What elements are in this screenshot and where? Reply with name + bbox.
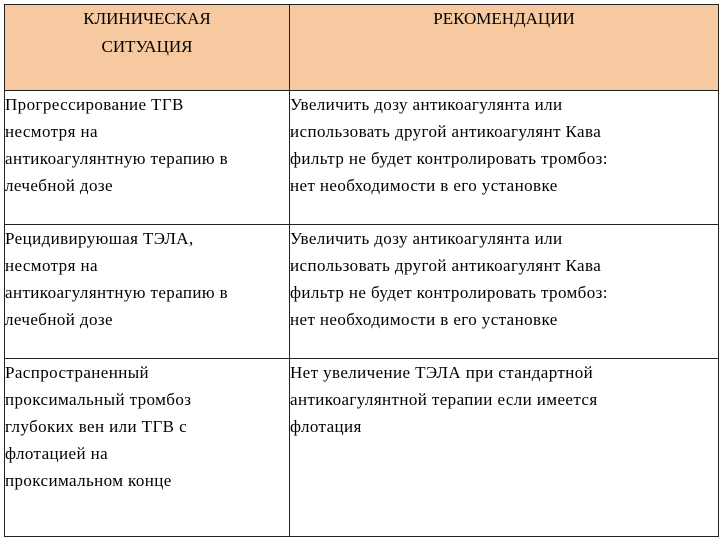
- cell-line: лечебной дозе: [5, 310, 113, 329]
- cell-line: несмотря на: [5, 256, 98, 275]
- cell-line: лечебной дозе: [5, 176, 113, 195]
- situation-cell: [5, 91, 290, 225]
- cell-line: Рецидивируюшая ТЭЛА,: [5, 229, 194, 248]
- table-row: [5, 359, 719, 537]
- cell-line: Нет увеличение ТЭЛА при стандартной: [290, 363, 594, 382]
- cell-line: несмотря на: [5, 122, 98, 141]
- cell-line: проксимальный тромбоз: [5, 390, 192, 409]
- cell-line: Увеличить дозу антикоагулянта или: [290, 229, 563, 248]
- cell-line: использовать другой антикоагулянт Кава: [290, 122, 602, 141]
- cell-line: Увеличить дозу антикоагулянта или: [290, 95, 563, 114]
- cell-line: Распространенный: [5, 363, 150, 382]
- recommendation-cell: [290, 225, 719, 359]
- header-clinical-situation-line: КЛИНИЧЕСКАЯ: [83, 9, 211, 28]
- cell-line: нет необходимости в его установке: [290, 310, 558, 329]
- header-recommendations-line: РЕКОМЕНДАЦИИ: [433, 9, 575, 28]
- recommendations-table: [4, 4, 719, 537]
- header-clinical-situation-line: СИТУАЦИЯ: [101, 37, 193, 56]
- cell-line: антикоагулянтной терапии если имеется: [290, 390, 598, 409]
- cell-line: проксимальном конце: [5, 471, 172, 490]
- recommendation-cell: [290, 359, 719, 537]
- cell-line: флотацией на: [5, 444, 109, 463]
- table-row: [5, 91, 719, 225]
- recommendation-cell: [290, 91, 719, 225]
- cell-line: фильтр не будет контролировать тромбоз:: [290, 149, 608, 168]
- header-recommendations: [290, 5, 719, 91]
- cell-line: нет необходимости в его установке: [290, 176, 558, 195]
- cell-line: фильтр не будет контролировать тромбоз:: [290, 283, 608, 302]
- cell-line: антикоагулянтную терапию в: [5, 283, 229, 302]
- cell-line: глубоких вен или ТГВ с: [5, 417, 188, 436]
- cell-line: использовать другой антикоагулянт Кава: [290, 256, 602, 275]
- cell-line: флотация: [290, 417, 362, 436]
- cell-line: Прогрессирование ТГВ: [5, 95, 184, 114]
- table-header-row: [5, 5, 719, 91]
- situation-cell: [5, 359, 290, 537]
- cell-line: антикоагулянтную терапию в: [5, 149, 229, 168]
- table-row: [5, 225, 719, 359]
- situation-cell: [5, 225, 290, 359]
- header-clinical-situation: [5, 5, 290, 91]
